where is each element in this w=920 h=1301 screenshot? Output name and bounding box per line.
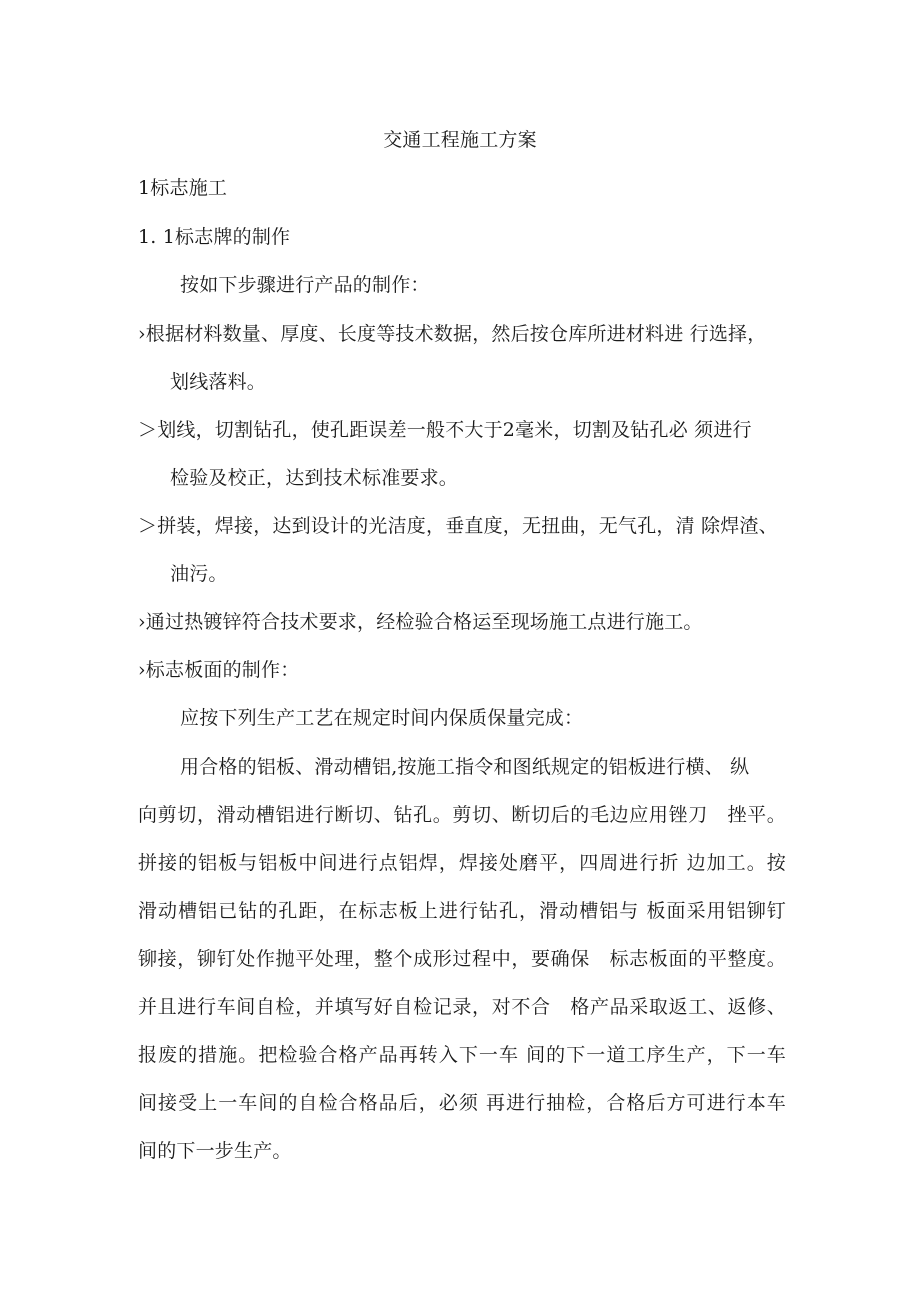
- paragraph-line: 铆接，铆钉处作抛平处理，整个成形过程中，要确保 标志板面的平整度。: [138, 948, 786, 970]
- step-line: 划线落料。: [170, 371, 267, 393]
- document-title: 交通工程施工方案: [383, 129, 537, 151]
- paragraph-line: 间接受上一车间的自检合格品后，必须 再进行抽检，合格后方可进行本车: [138, 1092, 786, 1114]
- step-line: 油污。: [170, 563, 228, 585]
- section-heading-1: 1标志施工: [138, 177, 228, 199]
- paragraph-line: 向剪切，滑动槽铝进行断切、钻孔。剪切、断切后的毛边应用锉刀 挫平。: [138, 804, 786, 826]
- step-line: 检验及校正，达到技术标准要求。: [170, 467, 459, 489]
- step-line: ＞划线，切割钻孔，使孔距误差一般不大于2毫米，切割及钻孔必 须进行: [138, 419, 752, 441]
- step-line: ›标志板面的制作：: [138, 659, 300, 681]
- intro-text: 按如下步骤进行产品的制作：: [180, 274, 430, 296]
- paragraph-line: 报废的措施。把检验合格产品再转入下一车 间的下一道工序生产，下一车: [138, 1044, 786, 1066]
- process-intro: 应按下列生产工艺在规定时间内保质保量完成：: [180, 707, 584, 729]
- step-line: ›通过热镀锌符合技术要求，经检验合格运至现场施工点进行施工。: [138, 611, 703, 633]
- paragraph-line: 并且进行车间自检，并填写好自检记录，对不合 格产品采取返工、返修、: [138, 996, 786, 1018]
- paragraph-line: 间的下一步生产。: [138, 1140, 292, 1162]
- paragraph-line: 拼接的铝板与铝板中间进行点铝焊，焊接处磨平，四周进行折 边加工。按: [138, 852, 786, 874]
- paragraph-line: 用合格的铝板、滑动槽铝,按施工指令和图纸规定的铝板进行横、 纵: [180, 756, 750, 778]
- paragraph-line: 滑动槽铝已钻的孔距，在标志板上进行钻孔，滑动槽铝与 板面采用铝铆钉: [138, 900, 786, 922]
- section-heading-1-1: 1. 1标志牌的制作: [138, 226, 291, 248]
- step-line: ›根据材料数量、厚度、长度等技术数据，然后按仓库所进材料进 行选择，: [138, 323, 767, 345]
- step-line: ＞拼装，焊接，达到设计的光洁度，垂直度，无扭曲，无气孔，清 除焊渣、: [138, 515, 778, 537]
